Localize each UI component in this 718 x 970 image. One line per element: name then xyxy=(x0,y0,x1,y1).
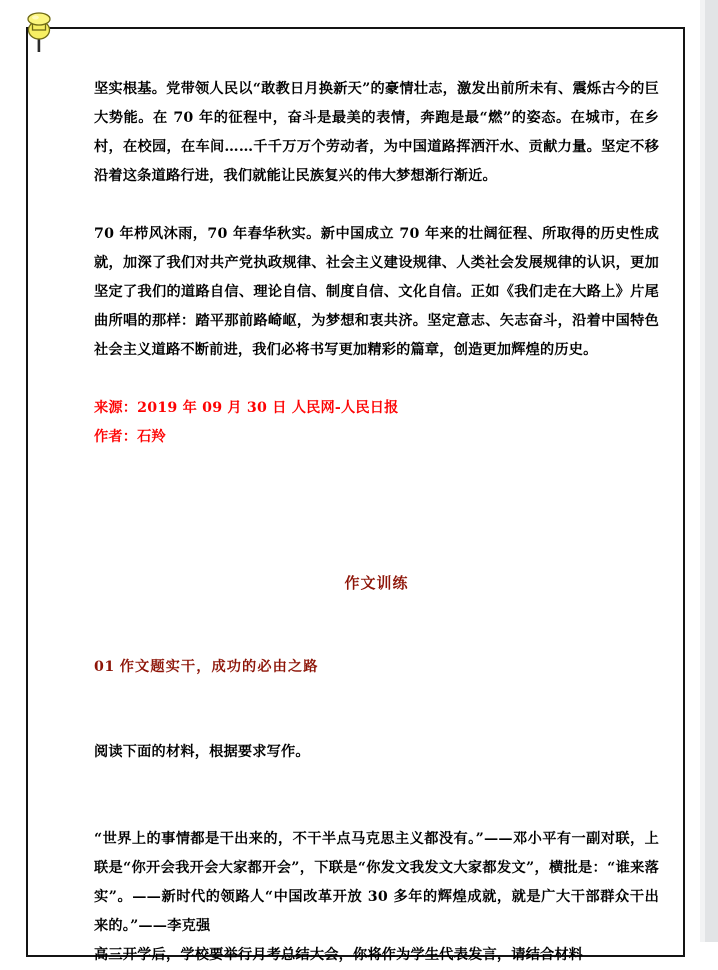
material-paragraph-2: 高三开学后，学校要举行月考总结大会，你将作为学生代表发言，请结合材料 xyxy=(94,947,584,963)
prompt-number: 01 xyxy=(94,659,115,675)
prompt-spacer xyxy=(94,680,659,738)
section-spacer-extra xyxy=(94,526,659,570)
document-page-frame xyxy=(26,27,685,963)
vertical-scrollbar-track[interactable] xyxy=(705,0,718,942)
body-paragraph-1: 坚实根基。党带领人民以“敢教日月换新天”的豪情壮志，激发出前所未有、震烁古今的巨大势能。在 70 年的征程中，奋斗是最美的表情，奔跑是最“燃”的姿态。在城市，在乡村，在校园，在车间……千千万万个劳动者，为中国道路挥洒汗水、贡献力量。坚定不移沿着这条道路行进，我们就能让民族复兴的伟大梦想渐行渐近。 xyxy=(94,81,659,184)
section-spacer xyxy=(94,452,659,526)
paragraph-spacer xyxy=(94,365,659,394)
author-label: 作者： xyxy=(94,429,138,445)
prompt-heading-text: 作文题实干，成功的必由之路 xyxy=(119,659,319,675)
author-line xyxy=(94,423,659,452)
section-heading: 作文训练 xyxy=(344,574,409,592)
material-paragraph-1: “世界上的事情都是干出来的，不干半点马克思主义都没有。”——邓小平有一副对联，上联是“你开会我开会大家都开会”，下联是“你发文我发文大家都发文”，横批是：“谁来落实”。——新时代的领路人“中国改革开放 30 多年的辉煌成就，就是广大干部群众干出来的。”——李克强 xyxy=(94,831,659,934)
document-content xyxy=(94,75,659,970)
body-paragraph-2: 70 年栉风沐雨，70 年春华秋实。新中国成立 70 年来的壮阔征程、所取得的历史性成就，加深了我们对共产党执政规律、社会主义建设规律、人类社会发展规律的认识，更加坚定了我们的道路自信、理论自信、制度自信、文化自信。正如《我们走在大路上》片尾曲所唱的那样：踏平那前路崎岖，为梦想和衷共济。坚定意志、矢志奋斗，沿着中国特色社会主义道路不断前进，我们必将书写更加精彩的篇章，创造更加辉煌的历史。 xyxy=(94,226,659,358)
source-value: 2019 年 09 月 30 日 人民网-人民日报 xyxy=(137,400,399,416)
prompt-heading xyxy=(94,654,659,680)
attribution-block xyxy=(94,394,659,452)
heading-spacer xyxy=(94,596,659,654)
instruction-spacer xyxy=(94,767,659,825)
source-label: 来源： xyxy=(94,400,138,416)
instruction-line: 阅读下面的材料，根据要求写作。 xyxy=(94,744,310,760)
author-value: 石羚 xyxy=(137,429,166,445)
source-line xyxy=(94,394,659,423)
paragraph-spacer xyxy=(94,191,659,220)
